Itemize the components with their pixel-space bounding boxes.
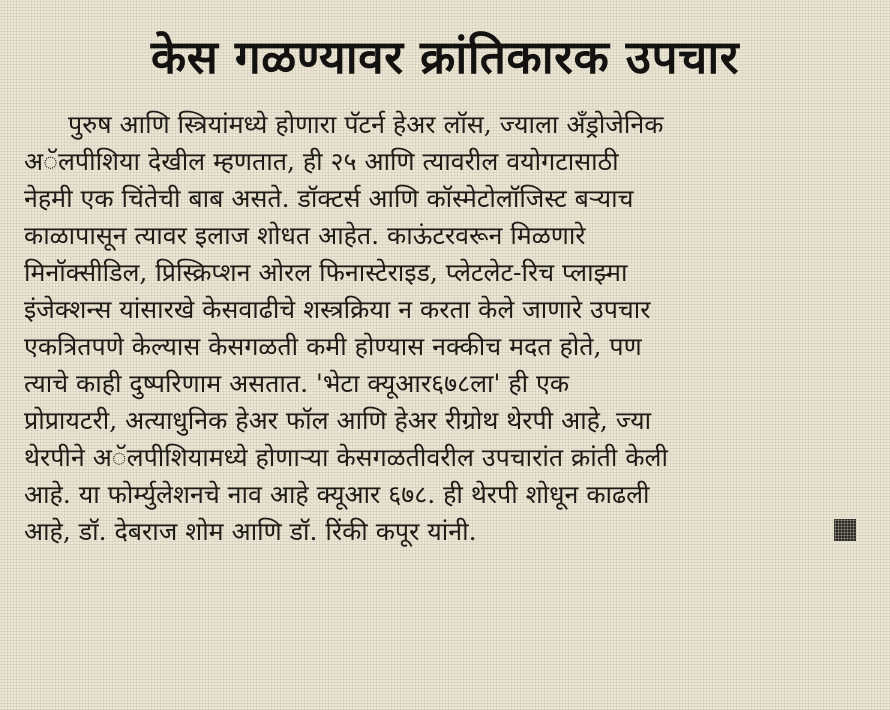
body-line-3: नेहमी एक चिंतेची बाब असते. डॉक्टर्स आणि कॉस्मेटोलॉजिस्ट बऱ्याच	[24, 184, 634, 213]
body-line-12-wrap	[24, 513, 866, 550]
body-line-1: पुरुष आणि स्त्रियांमध्ये होणारा पॅटर्न हेअर लॉस, ज्याला अँड्रोजेनिक	[68, 110, 664, 139]
body-line-5: मिनॉक्सीडिल, प्रिस्क्रिप्शन ओरल फिनास्टेराइड, प्लेटलेट-रिच प्लाझ्मा	[24, 258, 628, 287]
article-headline: केस गळण्यावर क्रांतिकारक उपचार	[150, 30, 740, 84]
body-line-11: आहे. या फोर्म्युलेशनचे नाव आहे क्यूआर ६७८. ही थेरपी शोधून काढली	[24, 480, 650, 509]
article-body	[24, 106, 866, 550]
end-of-article-mark	[834, 519, 856, 541]
body-line-7: एकत्रितपणे केल्यास केसगळती कमी होण्यास नक्कीच मदत होते, पण	[24, 332, 642, 361]
body-line-12: आहे, डॉ. देबराज शोम आणि डॉ. रिंकी कपूर यांनी.	[24, 517, 477, 546]
body-line-4: काळापासून त्यावर इलाज शोधत आहेत. काऊंटरवरून मिळणारे	[24, 221, 586, 250]
body-line-6: इंजेक्शन्स यांसारखे केसवाढीचे शस्त्रक्रिया न करता केले जाणारे उपचार	[24, 295, 651, 324]
body-line-2: अॅलपीशिया देखील म्हणतात, ही २५ आणि त्यावरील वयोगटासाठी	[24, 147, 619, 176]
body-line-9: प्रोप्रायटरी, अत्याधुनिक हेअर फॉल आणि हेअर रीग्रोथ थेरपी आहे, ज्या	[24, 406, 652, 435]
body-line-10: थेरपीने अॅलपीशियामध्ये होणाऱ्या केसगळतीवरील उपचारांत क्रांती केली	[24, 443, 668, 472]
body-line-8: त्याचे काही दुष्परिणाम असतात. 'भेटा क्यूआर६७८ला' ही एक	[24, 369, 570, 398]
